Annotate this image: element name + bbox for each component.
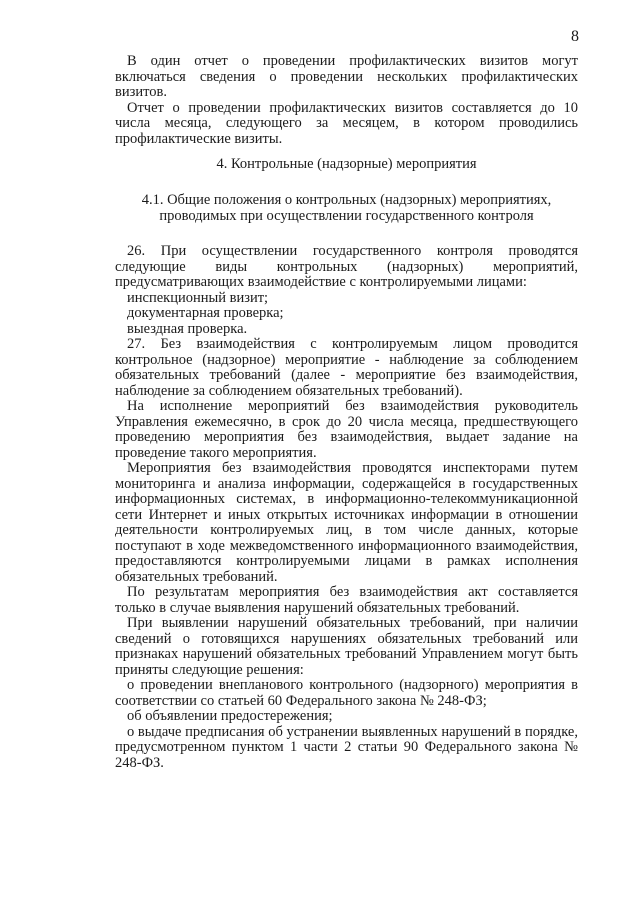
subsection-title-line-1: 4.1. Общие положения о контрольных (надзорных) мероприятиях, xyxy=(141,192,552,208)
paragraph-inspectors: Мероприятия без взаимодействия проводятся инспекторами путем мониторинга и анализа информации, содержащейся в государственных информационных системах, в информационно-телекоммуникационной сети Интернет и иных открытых источниках информации в отношении деятельности контролируемых лиц, в том числе данных, которые поступают в ходе межведомственного информационного взаимодействия, предоставляются контролируемыми лицами в рамках исполнения обязательных требований. xyxy=(115,460,578,585)
intro-block xyxy=(115,54,578,147)
list-item-order: о выдаче предписания об устранении выявленных нарушений в порядке, предусмотренном пунктом 1 части 2 статьи 90 Федерального закона № 248-ФЗ. xyxy=(115,723,578,771)
intro-paragraph-report-content: В один отчет о проведении профилактических визитов могут включаться сведения о проведении нескольких профилактических визитов. xyxy=(115,53,578,100)
intro-paragraph-report-deadline: Отчет о проведении профилактических визитов составляется до 10 числа месяца, следующего за месяцем, в котором проводились профилактические визиты. xyxy=(115,99,578,147)
section-title: 4. Контрольные (надзорные) мероприятия xyxy=(216,156,477,172)
list-item-warning: об объявлении предостережения; xyxy=(127,708,333,724)
paragraph-decisions: При выявлении нарушений обязательных требований, при наличии сведений о готовящихся нарушениях обязательных требований или признаках нарушений обязательных требований Управлением могут быть приняты следующие решения: xyxy=(115,615,578,678)
list-item-field-check: выездная проверка. xyxy=(127,320,248,337)
paragraph-act: По результатам мероприятия без взаимодействия акт составляется только в случае выявления нарушений обязательных требований. xyxy=(115,584,578,616)
paragraph-26: 26. При осуществлении государственного контроля проводятся следующие виды контрольных (надзорных) мероприятий, предусматривающих взаимодействие с контролируемыми лицами: xyxy=(115,243,578,290)
paragraph-task-issuance: На исполнение мероприятий без взаимодействия руководитель Управления ежемесячно, в срок до 20 числа месяца, предшествующего проведению мероприятия без взаимодействия, выдает задание на проведение такого мероприятия. xyxy=(115,398,578,461)
list-item-inspection-visit: инспекционный визит; xyxy=(127,289,269,306)
list-item-document-check: документарная проверка; xyxy=(127,305,284,321)
page-number: 8 xyxy=(571,28,579,45)
subsection-heading-block xyxy=(115,193,578,224)
section-heading-block xyxy=(115,157,578,173)
paragraph-27: 27. Без взаимодействия с контролируемым лицом проводится контрольное (надзорное) мероприятие - наблюдение за соблюдением обязательных требований (далее - мероприятие без взаимодействия, наблюдение за соблюдением обязательных требований). xyxy=(115,336,578,399)
main-body xyxy=(115,244,578,771)
list-item-unscheduled-event: о проведении внепланового контрольного (надзорного) мероприятия в соответствии со статьей 60 Федерального закона № 248-ФЗ; xyxy=(115,677,578,709)
subsection-title-line-2: проводимых при осуществлении государственного контроля xyxy=(159,207,534,224)
